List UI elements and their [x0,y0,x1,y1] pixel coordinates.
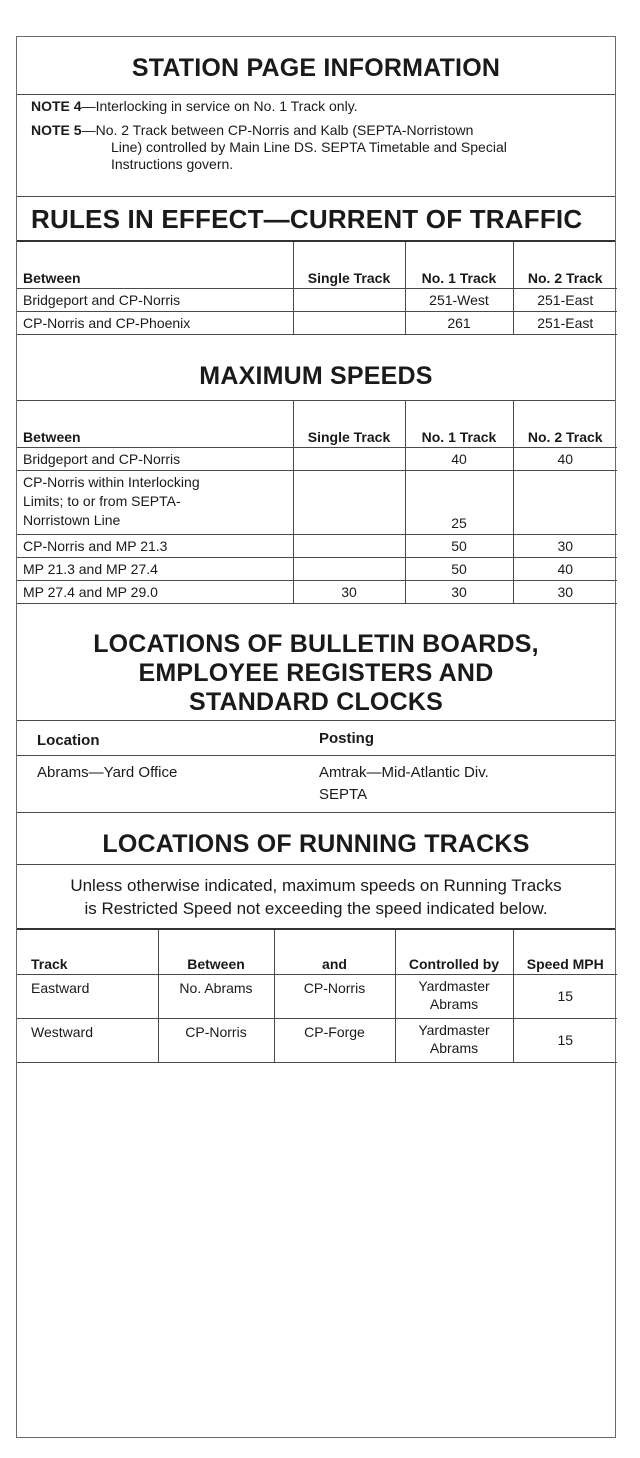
rules-header-row [17,242,617,288]
divider [17,755,615,756]
table-cell: Bridgeport and CP-Norris [17,447,293,470]
table-cell: Yardmaster Abrams [395,1018,513,1062]
divider [17,812,615,813]
table-row [17,470,617,534]
divider [17,720,615,721]
col-header-single-track: Single Track [293,242,405,288]
note-4 [31,98,611,115]
rules-title: RULES IN EFFECT—CURRENT OF TRAFFIC [31,204,583,234]
table-cell [293,534,405,557]
col-header-and: and [274,930,395,974]
bulletin-title-line-2: EMPLOYEE REGISTERS AND [138,659,494,687]
table-cell: CP-Norris and MP 21.3 [17,534,293,557]
table-cell: Westward [17,1018,158,1062]
col-header-between: Between [17,242,293,288]
col-header-track: Track [17,930,158,974]
note-5-line-1: —No. 2 Track between CP-Norris and Kalb (SEPTA-Norristown [81,122,474,138]
table-cell: 15 [513,1018,617,1062]
table-cell: 25 [405,470,513,534]
table-cell [293,288,405,311]
col-header-no1-track: No. 1 Track [405,401,513,447]
running-intro [17,874,615,920]
table-cell: MP 21.3 and MP 27.4 [17,557,293,580]
table-cell: 251-East [513,311,617,334]
table-cell: 15 [513,974,617,1018]
table-row [17,974,617,1018]
table-cell: CP-Forge [274,1018,395,1062]
bulletin-title [17,630,615,717]
note-4-label: NOTE 4 [31,98,82,114]
col-header-single-track: Single Track [293,401,405,447]
rules-table [17,242,617,335]
col-header-between: Between [17,401,293,447]
table-row [17,580,617,603]
note-4-text: —Interlocking in service on No. 1 Track only. [81,98,358,114]
note-5 [31,122,611,173]
table-cell: 50 [405,557,513,580]
table-cell: 251-West [405,288,513,311]
table-cell: 30 [513,534,617,557]
posting-line-1: Amtrak—Mid-Atlantic Div. [319,764,489,781]
posting-line-2: SEPTA [319,786,368,803]
divider [17,94,615,95]
table-cell: Eastward [17,974,158,1018]
table-cell: CP-Norris and CP-Phoenix [17,311,293,334]
table-cell: CP-Norris [158,1018,274,1062]
table-row [17,534,617,557]
table-cell [293,311,405,334]
table-cell: 40 [513,557,617,580]
bulletin-location: Abrams—Yard Office [37,764,178,781]
table-cell: No. Abrams [158,974,274,1018]
table-cell [513,470,617,534]
table-cell: MP 27.4 and MP 29.0 [17,580,293,603]
table-cell: 50 [405,534,513,557]
running-table [17,930,617,1063]
running-intro-line-2: is Restricted Speed not exceeding the speed indicated below. [84,899,548,918]
table-cell: CP-Norris [274,974,395,1018]
posting-header: Posting [319,730,374,747]
note-5-label: NOTE 5 [31,122,82,138]
table-cell: 261 [405,311,513,334]
col-header-no1-track: No. 1 Track [405,242,513,288]
table-cell: 30 [405,580,513,603]
speeds-title: MAXIMUM SPEEDS [199,362,433,390]
table-row [17,288,617,311]
bulletin-title-line-1: LOCATIONS OF BULLETIN BOARDS, [93,630,539,658]
station-info-title: STATION PAGE INFORMATION [131,54,501,82]
running-intro-line-1: Unless otherwise indicated, maximum speeds on Running Tracks [70,876,562,895]
col-header-between: Between [158,930,274,974]
table-cell: CP-Norris within Interlocking Limits; to or from SEPTA-Norristown Line [17,470,293,534]
speeds-table [17,401,617,604]
table-row [17,1018,617,1062]
table-row [17,557,617,580]
note-5-line-3: Instructions govern. [111,156,234,172]
col-header-speed-mph: Speed MPH [513,930,617,974]
location-header: Location [37,732,100,749]
running-header-row [17,930,617,974]
col-header-controlled-by: Controlled by [395,930,513,974]
table-cell: Bridgeport and CP-Norris [17,288,293,311]
running-title: LOCATIONS OF RUNNING TRACKS [102,830,530,858]
divider [17,864,615,865]
table-cell: 40 [513,447,617,470]
table-row [17,447,617,470]
table-cell [293,557,405,580]
table-row [17,311,617,334]
col-header-no2-track: No. 2 Track [513,242,617,288]
divider [17,196,615,197]
timetable-page [16,36,616,1438]
col-header-no2-track: No. 2 Track [513,401,617,447]
table-cell: 30 [293,580,405,603]
table-cell: 251-East [513,288,617,311]
bulletin-posting [319,762,489,806]
table-cell [293,447,405,470]
bulletin-title-line-3: STANDARD CLOCKS [189,688,443,716]
table-cell: 30 [513,580,617,603]
table-cell [293,470,405,534]
speeds-header-row [17,401,617,447]
table-cell: 40 [405,447,513,470]
note-5-line-2: Line) controlled by Main Line DS. SEPTA Timetable and Special [111,139,507,155]
table-cell: Yardmaster Abrams [395,974,513,1018]
